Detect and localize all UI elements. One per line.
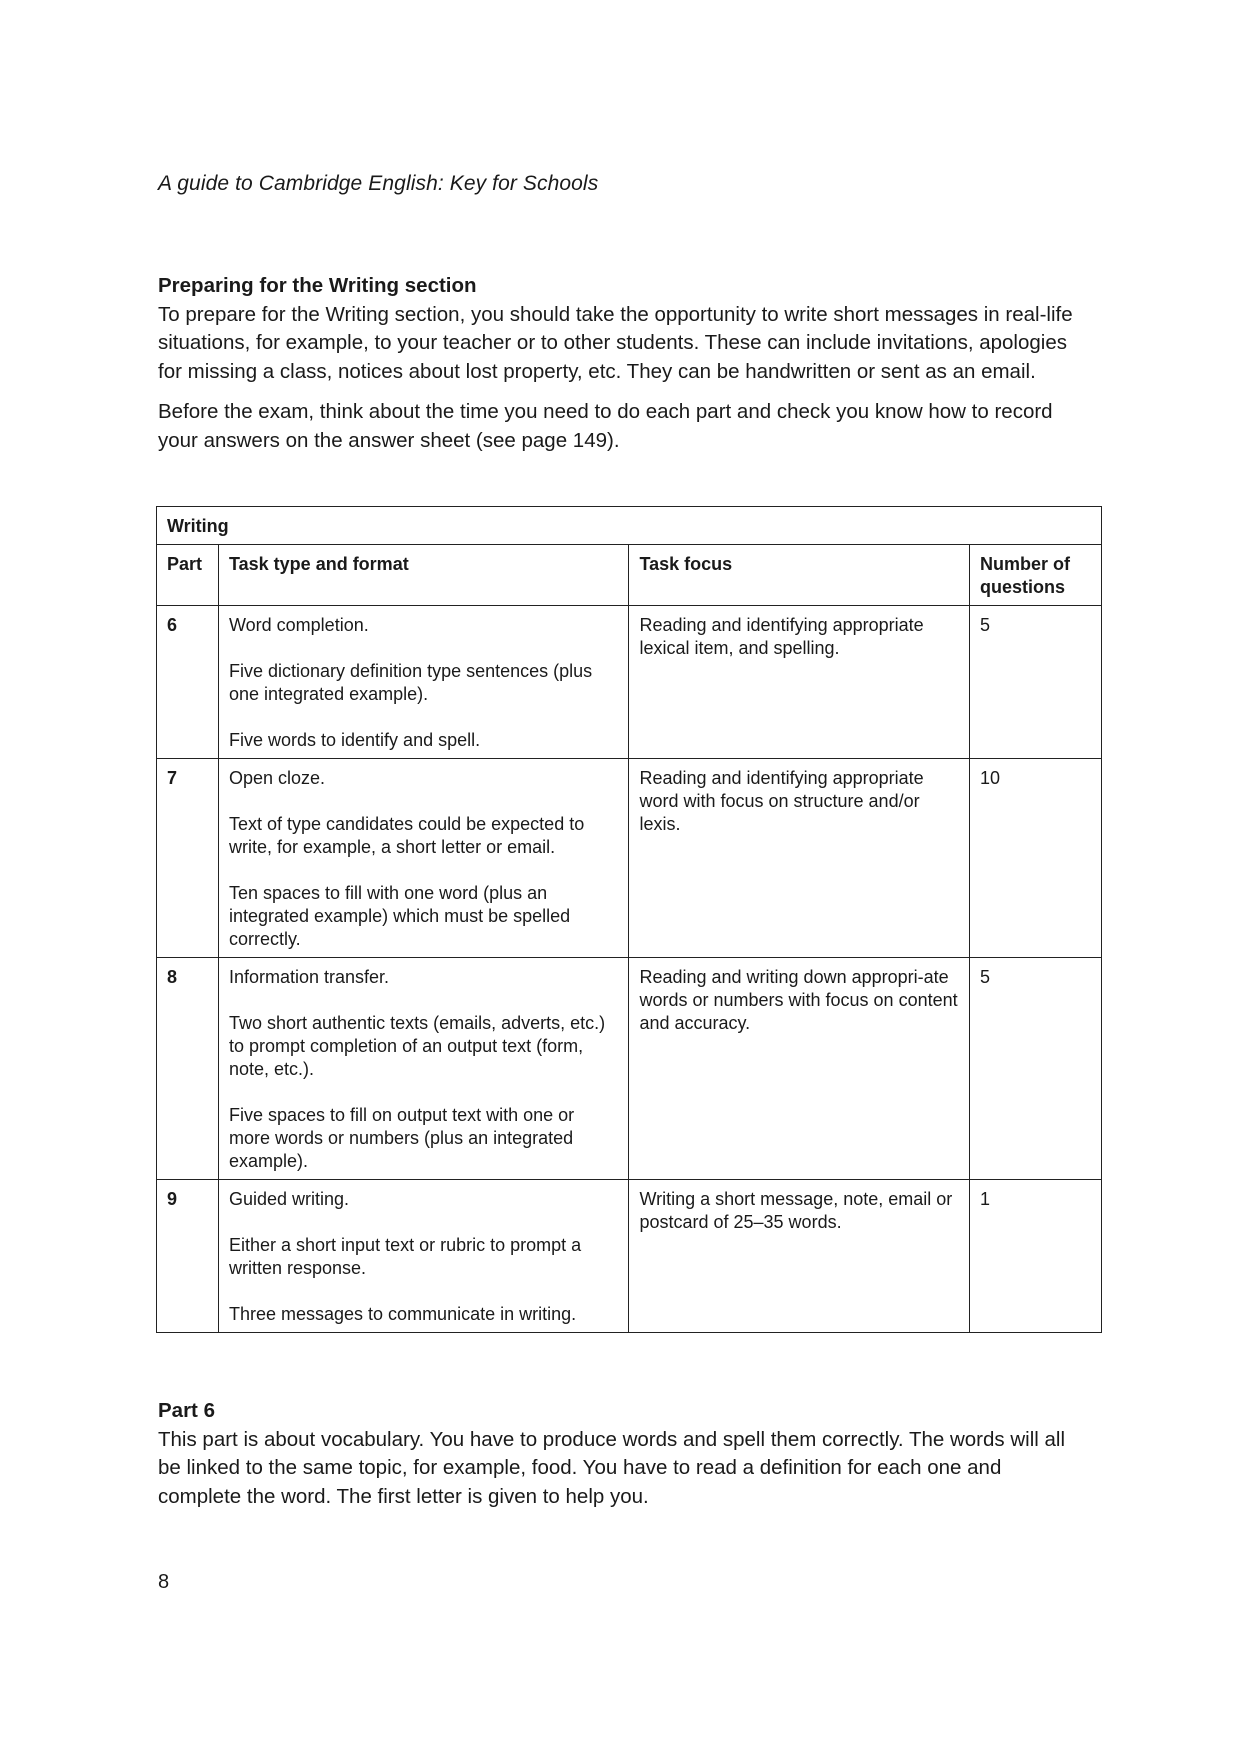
row-part: 9 — [157, 1180, 219, 1333]
table-title: Writing — [157, 507, 1102, 545]
part6-heading: Part 6 — [158, 1399, 215, 1422]
row-task-format — [218, 1180, 628, 1333]
row-task-format — [218, 958, 628, 1180]
format-line: Information transfer. — [228, 967, 390, 987]
row-part: 6 — [157, 606, 219, 759]
row-task-focus: Reading and writing down appropri-ate words or numbers with focus on content and accuracy. — [629, 958, 970, 1180]
format-line: Five dictionary definition type sentences (plus one integrated example). — [228, 661, 593, 704]
table-row — [157, 958, 1102, 1180]
format-line: Either a short input text or rubric to prompt a written response. — [228, 1235, 582, 1278]
row-number-of-questions: 1 — [970, 1180, 1102, 1333]
header-task-focus: Task focus — [629, 545, 970, 606]
table-row — [157, 606, 1102, 759]
row-number-of-questions: 5 — [970, 958, 1102, 1180]
format-line: Two short authentic texts (emails, adverts, etc.) to prompt completion of an output text (form, note, etc.). — [228, 1013, 606, 1079]
table-row — [157, 759, 1102, 958]
writing-section-heading: Preparing for the Writing section — [158, 274, 477, 297]
header-task-format: Task type and format — [218, 545, 628, 606]
writing-table — [156, 506, 1102, 1333]
row-task-focus: Reading and identifying appropriate word with focus on structure and/or lexis. — [629, 759, 970, 958]
writing-paragraph-1: To prepare for the Writing section, you should take the opportunity to write short messages in real-life situations, for example, to your teacher or to other students. These can include invitations, apologies for missing a class, notices about lost property, etc. They can be handwritten or sent as an email. — [158, 302, 1073, 383]
row-part: 7 — [157, 759, 219, 958]
writing-paragraph-2: Before the exam, think about the time you need to do each part and check you know how to record your answers on the answer sheet (see page 149). — [158, 400, 1053, 452]
table-row — [157, 1180, 1102, 1333]
row-number-of-questions: 10 — [970, 759, 1102, 958]
format-line: Five words to identify and spell. — [228, 730, 481, 750]
page-number: 8 — [158, 1571, 170, 1593]
format-line: Three messages to communicate in writing. — [228, 1304, 577, 1324]
row-task-focus: Reading and identifying appropriate lexical item, and spelling. — [629, 606, 970, 759]
header-part: Part — [157, 545, 219, 606]
format-line: Guided writing. — [228, 1189, 350, 1209]
running-head: A guide to Cambridge English: Key for Schools — [158, 172, 599, 195]
row-part: 8 — [157, 958, 219, 1180]
part6-paragraph: This part is about vocabulary. You have to produce words and spell them correctly. The words will all be linked to the same topic, for example, food. You have to read a definition for each one and complete the word. The first letter is given to help you. — [158, 1427, 1066, 1508]
header-number-of-questions: Number of questions — [970, 545, 1102, 606]
format-line: Word completion. — [228, 615, 369, 635]
format-line: Five spaces to fill on output text with one or more words or numbers (plus an integrated example). — [228, 1105, 575, 1171]
format-line: Open cloze. — [228, 768, 326, 788]
writing-preparation-section — [158, 272, 1088, 455]
row-number-of-questions: 5 — [970, 606, 1102, 759]
row-task-focus: Writing a short message, note, email or postcard of 25–35 words. — [629, 1180, 970, 1333]
part6-section — [158, 1397, 1088, 1511]
row-task-format — [218, 606, 628, 759]
format-line: Text of type candidates could be expected to write, for example, a short letter or email. — [228, 814, 585, 857]
row-task-format — [218, 759, 628, 958]
format-line: Ten spaces to fill with one word (plus an integrated example) which must be spelled correctly. — [228, 883, 571, 949]
